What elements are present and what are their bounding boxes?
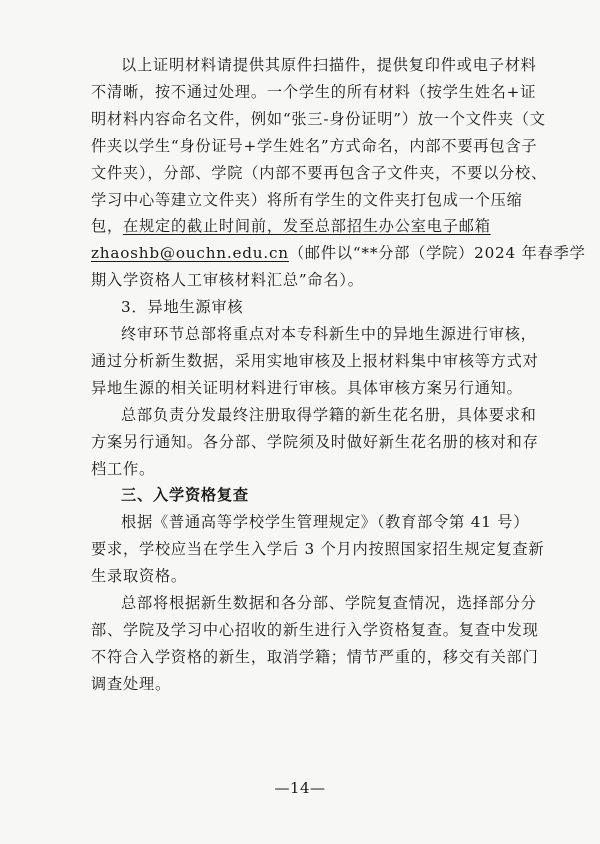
paragraph-line: 异地生源的相关证明材料进行审核。具体审核方案另行通知。 <box>91 378 523 397</box>
paragraph-line: 档工作。 <box>91 459 155 478</box>
paragraph-line: 根据《普通高等学校学生管理规定》（教育部令第 41 号） <box>121 513 530 532</box>
paragraph-line: 总部将根据新生数据和各分部、学院复查情况，选择部分分 <box>121 594 537 612</box>
page-number: —14— <box>274 779 326 797</box>
paragraph-line: 要求，学校应当在学生入学后 3 个月内按照国家招生规定复查新 <box>91 540 545 559</box>
paragraph-line: 不清晰，按不通过处理。一个学生的所有材料（按学生姓名+证 <box>91 82 537 101</box>
paragraph-line: 文件夹），分部、学院（内部不要再包含子文件夹，不要以分校、 <box>91 163 548 182</box>
paragraph-line <box>91 243 586 263</box>
paragraph-line: 不符合入学资格的新生，取消学籍；情节严重的，移交有关部门 <box>91 647 539 666</box>
paragraph-line: 通过分析新生数据，采用实地审核及上报材料集中审核等方式对 <box>91 351 539 370</box>
paragraph-line: 终审环节总部将重点对本专科新生中的异地生源进行审核， <box>121 325 537 343</box>
text-segment: （邮件以“**分部（学院）2024 年春季学 <box>288 244 586 263</box>
paragraph-line: 明材料内容命名文件，例如“张三-身份证明”）放一个文件夹（文 <box>91 109 546 128</box>
paragraph-line: 件夹以学生“身份证号+学生姓名”方式命名，内部不要再包含子 <box>91 136 538 155</box>
paragraph-line: 总部负责分发最终注册取得学籍的新生花名册，具体要求和 <box>121 405 537 424</box>
paragraph-line <box>91 216 521 236</box>
chapter-heading: 三、入学资格复查 <box>121 486 249 505</box>
paragraph-line: 以上证明材料请提供其原件扫描件，提供复印件或电子材料 <box>121 56 537 74</box>
email-address: zhaoshb@ouchn.edu.cn <box>91 244 289 263</box>
paragraph-line: 方案另行通知。各分部、学院须及时做好新生花名册的核对和存 <box>91 432 539 451</box>
paragraph-line: 学习中心等建立文件夹）将所有学生的文件夹打包成一个压缩 <box>91 190 523 209</box>
paragraph-line: 部、学院及学习中心招收的新生进行入学资格复查。复查中发现 <box>91 620 539 639</box>
paragraph-line: 调查处理。 <box>91 674 171 693</box>
section-heading: 3．异地生源审核 <box>121 298 244 317</box>
underlined-deadline-text: 在规定的截止时间前，发至总部招生办公室电子邮箱 <box>122 217 491 236</box>
paragraph-line: 期入学资格人工审核材料汇总”命名）。 <box>91 271 364 290</box>
paragraph-line: 生录取资格。 <box>91 567 187 586</box>
text-segment: 包， <box>91 217 123 236</box>
